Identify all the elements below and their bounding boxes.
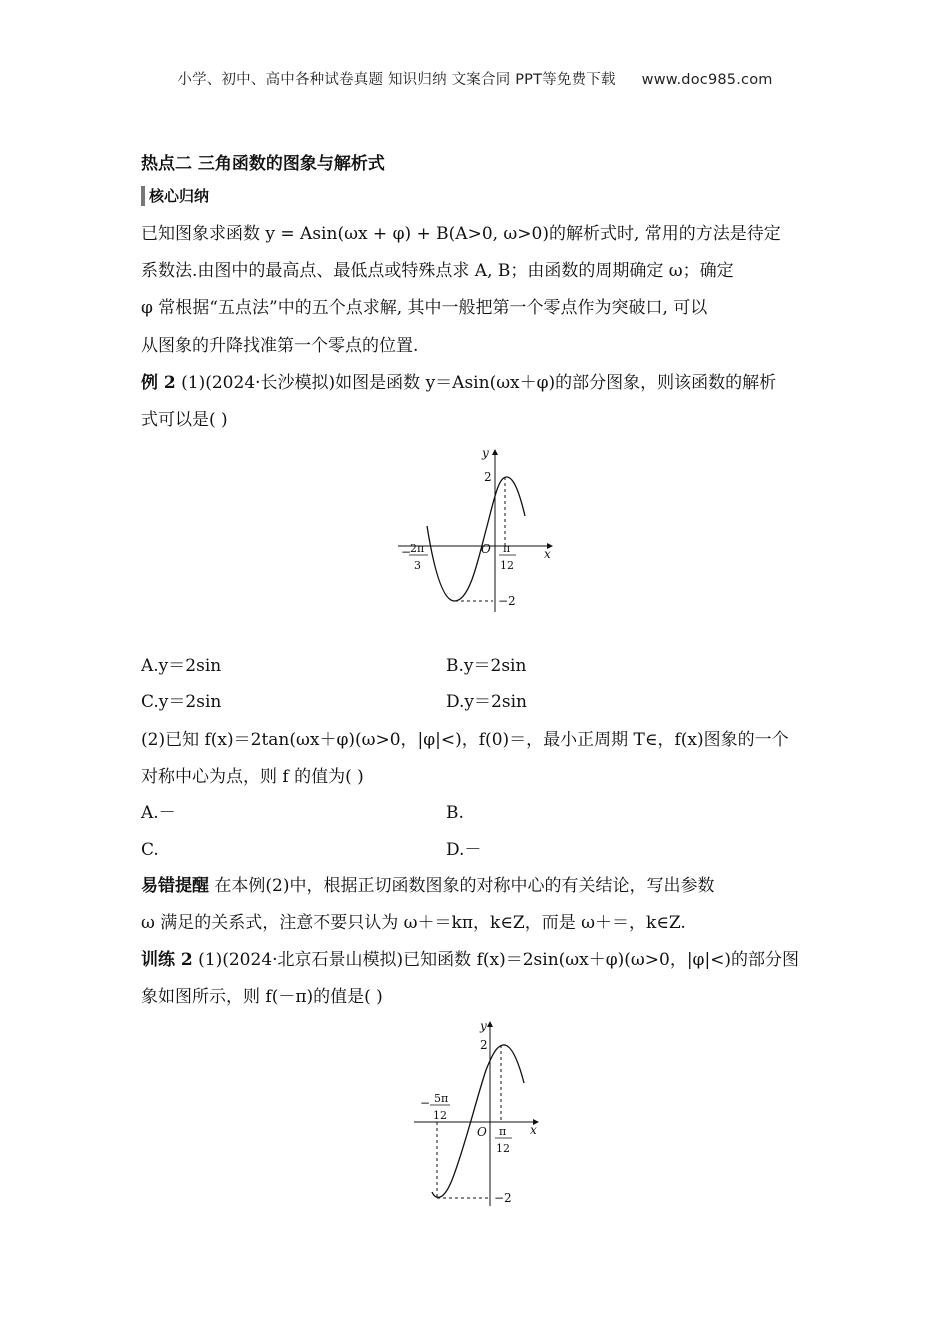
- y-axis-label-2: y: [480, 1019, 487, 1033]
- example2-figure: [390, 440, 560, 620]
- warning-label: 易错提醒: [141, 876, 209, 896]
- sine-curve: [427, 477, 525, 601]
- left-sign-2: −: [420, 1096, 431, 1110]
- example2-label: 例 2: [141, 373, 176, 393]
- training2-label: 训练 2: [141, 950, 193, 970]
- example2-part2-line-1: (2)已知 f(x)＝2tan(ωx＋φ)(ω>0，|φ|<)，f(0)＝，最小正周期 T∈，f(x)图象的一个: [141, 730, 789, 750]
- example2-option-a[interactable]: A.y＝2sin: [141, 656, 222, 676]
- section-title: 热点二 三角函数的图象与解析式: [141, 154, 385, 174]
- left-denominator: 3: [414, 559, 421, 572]
- page-header: [0, 68, 950, 89]
- training2-figure: [405, 1015, 565, 1210]
- left-denominator-2: 12: [433, 1109, 447, 1122]
- training2-line-1: [141, 948, 811, 972]
- core-line-2: 系数法.由图中的最高点、最低点或特殊点求 A, B；由函数的周期确定 ω；确定: [141, 261, 734, 281]
- core-line-1: 已知图象求函数 y = Asin(ωx + φ) + B(A>0, ω>0)的解析式时, 常用的方法是待定: [141, 224, 781, 244]
- warning-text-1: 在本例(2)中，根据正切函数图象的对称中心的有关结论，写出参数: [214, 876, 715, 896]
- warning-line-1: [141, 874, 811, 898]
- core-line-3: φ 常根据“五点法”中的五个点求解, 其中一般把第一个零点作为突破口, 可以: [141, 298, 708, 318]
- left-sign: −: [401, 545, 412, 559]
- x-axis-label-2: x: [530, 1123, 537, 1137]
- y-min-label: −2: [498, 594, 516, 608]
- example2-line-1: [141, 371, 811, 395]
- training2-text-1: (1)(2024·北京石景山模拟)已知函数 f(x)＝2sin(ωx＋φ)(ω>0，|φ|<)的部分图: [198, 950, 800, 970]
- example2-part2-option-c[interactable]: C.: [141, 840, 159, 860]
- core-label: 核心归纳: [141, 186, 209, 206]
- example2-option-c[interactable]: C.y＝2sin: [141, 692, 222, 712]
- right-denominator-2: 12: [496, 1142, 510, 1155]
- y-max-label: 2: [484, 470, 492, 484]
- origin-label-2: O: [477, 1125, 487, 1139]
- y-min-label-2: −2: [494, 1191, 512, 1205]
- warning-line-2: ω 满足的关系式，注意不要只认为 ω＋＝kπ，k∈Z，而是 ω＋＝，k∈Z.: [141, 913, 686, 933]
- header-text: 小学、初中、高中各种试卷真题 知识归纳 文案合同 PPT等免费下载: [177, 72, 616, 88]
- right-numerator: π: [503, 542, 511, 555]
- example2-part2-line-2: 对称中心为点，则 f 的值为( ): [141, 767, 364, 787]
- left-numerator-2: 5π: [434, 1092, 449, 1105]
- training2-line-2: 象如图所示，则 f(－π)的值是( ): [141, 987, 383, 1007]
- example2-line-2: 式可以是( ): [141, 410, 228, 430]
- right-denominator: 12: [500, 559, 514, 572]
- example2-part2-option-d[interactable]: D.－: [446, 840, 482, 860]
- example2-part2-option-a[interactable]: A.－: [141, 803, 176, 823]
- header-url[interactable]: www.doc985.com: [641, 72, 773, 88]
- example2-text-1: (1)(2024·长沙模拟)如图是函数 y＝Asin(ωx＋φ)的部分图象，则该函数的解析: [181, 373, 777, 393]
- example2-option-d[interactable]: D.y＝2sin: [446, 692, 527, 712]
- origin-label: O: [481, 542, 491, 556]
- example2-part2-option-b[interactable]: B.: [446, 803, 464, 823]
- core-line-4: 从图象的升降找准第一个零点的位置.: [141, 336, 419, 356]
- right-numerator-2: π: [499, 1125, 507, 1138]
- y-axis-label: y: [482, 446, 489, 460]
- x-axis-label: x: [544, 547, 551, 561]
- example2-option-b[interactable]: B.y＝2sin: [446, 656, 527, 676]
- y-max-label-2: 2: [480, 1038, 488, 1052]
- left-numerator: 2π: [410, 542, 425, 555]
